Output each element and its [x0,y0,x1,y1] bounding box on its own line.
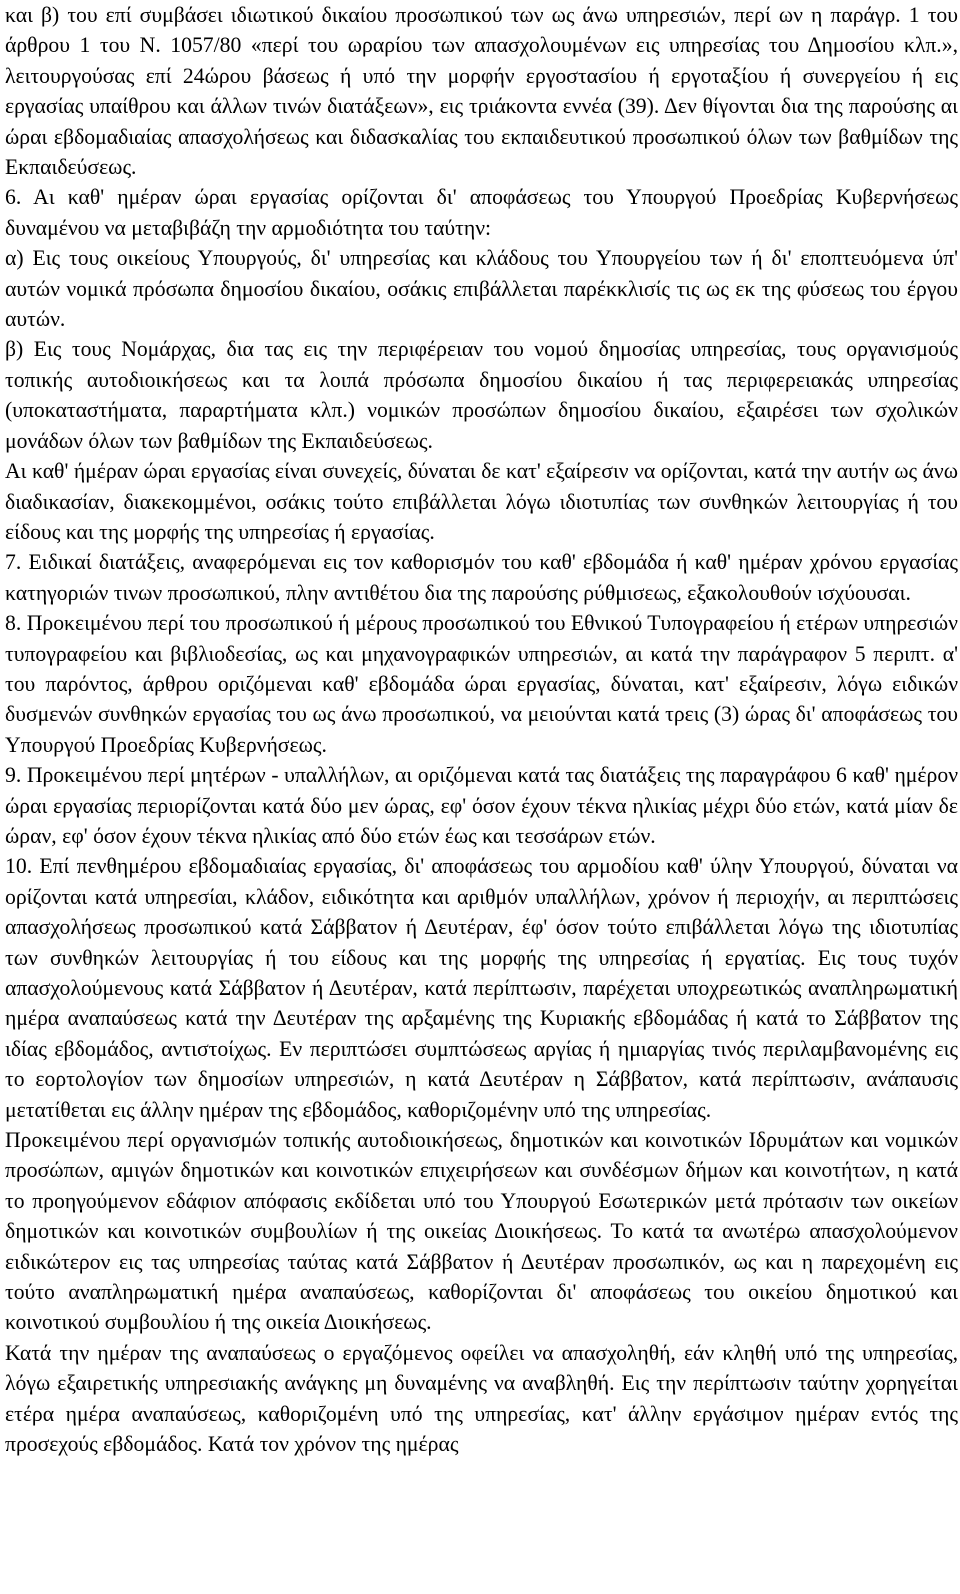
paragraph-6-a: α) Εις τους οικείους Υπουργούς, δι' υπηρεσίας και κλάδους του Υπουργείου των ή δι' εποπτευόμενα ύπ' αυτών νομικά πρόσωπα δημοσίου δικαίου, οσάκις επιβάλλεται παρέκκλισίς τις ως εκ της φύσεως του έργου αυτών. [5,246,958,332]
paragraph-intro: και β) του επί συμβάσει ιδιωτικού δικαίου προσωπικού των ως άνω υπηρεσιών, περί ων η παράγρ. 1 του άρθρου 1 του Ν. 1057/80 «περί του ωραρίου των απασχολουμένων εις υπηρεσίας του Δημοσίου κλπ.», λειτουργούσας επί 24ώρου βάσεως ή υπό την μορφήν εργοστασίου ή εργοταξίου ή συνεργείου ή εις εργασίας υπαίθρου και άλλων τινών διατάξεων», εις τριάκοντα εννέα (39). Δεν θίγονται δια της παρούσης αι ώραι εβδομαδιαίας απασχολήσεως και διδασκαλίας του εκπαιδευτικού προσωπικού όλων των βαθμίδων της Εκπαιδεύσεως. [5,3,958,180]
paragraph-8: 8. Προκειμένου περί του προσωπικού ή μέρους προσωπικού του Εθνικού Τυπογραφείου ή ετέρων υπηρεσιών τυπογραφείου και βιβλιοδεσίας, ως και μηχανογραφικών υπηρεσιών, αι κατά την παράγραφον 5 περιπτ. α' του παρόντος, άρθρου οριζόμεναι καθ' εβδομάδα ώραι εργασίας, δύναται, κατ' εξαίρεσιν, λόγω ειδικών δυσμενών συνθηκών εργασίας του ως άνω προσωπικού, να μειούνται κατά τρεις (3) ώρας δι' αποφάσεως του Υπουργού Προεδρίας Κυβερνήσεως. [5,611,958,757]
paragraph-10: 10. Επί πενθημέρου εβδομαδιαίας εργασίας, δι' αποφάσεως του αρμοδίου καθ' ύλην Υπουργού, δύναται να ορίζονται κατά υπηρεσίαι, κλάδον, ειδικότητα και αριθμόν υπαλλήλων, χρόνον ή περιοχήν, αι περιπτώσεις απασχολήσεως προσωπικού κατά Σάββατον ή Δευτέραν, έφ' όσον τούτο επιβάλλεται λόγω της ιδιοτυπίας των συνθηκών λειτουργίας ή του είδους και της μορφής της υπηρεσίας ή εργατίας. Εις τους τυχόν απασχολούμενους κατά Σάββατον ή Δευτέραν, κατά περίπτωσιν, παρέχεται υποχρεωτικώς αναπληρωματική ημέρα αναπαύσεως κατά την Δευτέραν της αρξαμένης της Κυριακής εβδομάδας ή κατά το Σάββατον της ιδίας εβδομάδος, αντιστοίχως. Εν περιπτώσει συμπτώσεως αργίας ή ημιαργίας τινός περιλαμβανομένης εις το εορτολογίον των δημοσίων υπηρεσιών, η κατά Δευτέραν η Σάββατον, κατά περίπτωσιν, ανάπαυσις μετατίθεται εις άλλην ημέραν της εβδομάδος, καθοριζομένην υπό της υπηρεσίας. [5,854,958,1122]
paragraph-6: 6. Αι καθ' ημέραν ώραι εργασίας ορίζονται δι' αποφάσεως του Υπουργού Προεδρίας Κυβερνήσεως δυναμένου να μεταβιβάζη την αρμοδιότητα του ταύτην: [5,185,958,240]
paragraph-7: 7. Ειδικαί διατάξεις, αναφερόμεναι εις τον καθορισμόν του καθ' εβδομάδα ή καθ' ημέραν χρόνου εργασίας κατηγοριών τινων προσωπικού, πλην αντιθέτου δια της παρούσης ρύθμισεως, εξακολουθούν ισχύουσαι. [5,550,958,605]
paragraph-10-rest-day: Κατά την ημέραν της αναπαύσεως ο εργαζόμενος οφείλει να απασχοληθή, εάν κληθή υπό της υπηρεσίας, λόγω εξαιρετικής υπηρεσιακής ανάγκης μη δυναμένης να αναβληθή. Εις την περίπτωσιν ταύτην χορηγείται ετέρα ημέρα αναπαύσεως, καθοριζομένη υπό της υπηρεσίας, κατ' άλλην εργάσιμον ημέραν εντός της προσεχούς εβδομάδος. Κατά τον χρόνον της ημέρας [5,1340,958,1457]
document-page [5,0,958,1460]
paragraph-6-continuous-hours: Αι καθ' ήμέραν ώραι εργασίας είναι συνεχείς, δύναται δε κατ' εξαίρεσιν να ορίζονται, κατά την αυτήν ως άνω διαδικασίαν, διακεκομμένοι, οσάκις τούτο επιβάλλεται λόγω ιδιοτυπίας των συνθηκών λειτουργίας ή του είδους και της μορφής της υπηρεσίας ή εργασίας. [5,459,958,544]
paragraph-9: 9. Προκειμένου περί μητέρων - υπαλλήλων, αι οριζόμεναι κατά τας διατάξεις της παραγράφου 6 καθ' ημέρον ώραι εργασίας περιορίζονται κατά δύο μεν ώρας, εφ' όσον έχουν τέκνα ηλικίας μέχρι δύο ετών, κατά μίαν δε ώραν, εφ' όσον έχουν τέκνα ηλικίας από δύο ετών έως και τεσσάρων ετών. [5,763,958,848]
paragraph-6-b: β) Εις τους Νομάρχας, δια τας εις την περιφέρειαν του νομού δημοσίας υπηρεσίας, τους οργανισμούς τοπικής αυτοδιοικήσεως και τα λοιπά πρόσωπα δημοσίου δικαίου ή τας περιφερειακάς υπηρεσίας (υποκαταστήματα, παραρτήματα κλπ.) νομικών προσώπων δημοσίου δικαίου, εξαιρέσει των σχολικών μονάδων όλων των βαθμίδων της Εκπαιδεύσεως. [5,337,958,453]
paragraph-10-local-government: Προκειμένου περί οργανισμών τοπικής αυτοδιοικήσεως, δημοτικών και κοινοτικών Ιδρυμάτων και νομικών προσώπων, αμιγών δημοτικών και κοινοτικών επιχειρήσεων και συνδέσμων δήμων και κοινοτήτων, η κατά το προηγούμενον εδάφιον απόφασις εκδίδεται υπό του Υπουργού Εσωτερικών μετά πρότασιν των οικείων δημοτικών και κοινοτικών συμβουλίων ή της οικείας Διοικήσεως. Το κατά τα ανωτέρω απασχολούμενον ειδικώτερον εις τας υπηρεσίας ταύτας κατά Σάββατον ή Δευτέραν προσωπικόν, ως και η παρεχομένη εις τούτο αναπληρωματική ημέρα αναπαύσεως, καθορίζονται δι' αποφάσεως του οικείου δημοτικού και κοινοτικού συμβουλίου ή της οικεία Διοικήσεως. [5,1128,958,1335]
